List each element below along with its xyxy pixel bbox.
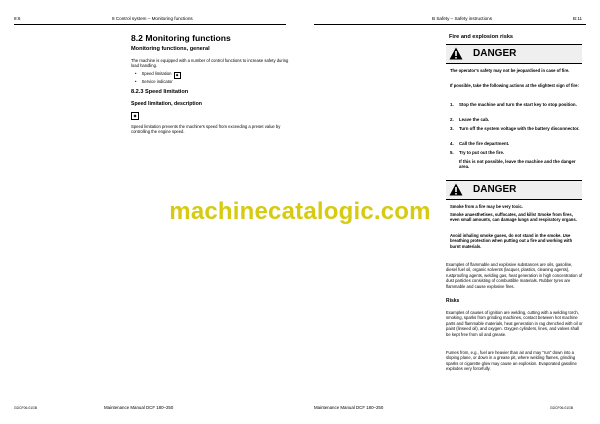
step-note: If this is not possible, leave the machine and the danger area. xyxy=(459,159,576,170)
left-footer-manual: Maintenance Manual DCF 180–250 xyxy=(104,405,174,410)
sub-sub-title: Speed limitation, description xyxy=(131,101,202,107)
step-number: 1. xyxy=(450,102,454,107)
subsection-number-title: 8.2.3 Speed limitation xyxy=(131,89,189,95)
flammables-paragraph: Examples of flammable and explosive substances are oils, gasoline, diesel fuel oil, organic solvents (lacquer, plastics, cleaning agents), rustproofing agents, welding gas, heat generation in high concentration of dust particles consisting of combustible materials. Rubber tyres are flammable and cause explosive fires. xyxy=(446,262,583,289)
intro-text: The machine is equipped with a number of control functions to increase safety during load handling. xyxy=(131,58,289,69)
danger-box-smoke xyxy=(446,180,582,249)
bullet-dot: • xyxy=(135,79,137,84)
danger-header xyxy=(446,44,582,64)
right-page-number: B:11 xyxy=(573,16,583,21)
fumes-paragraph: Fumes from, e.g., fuel are heavier than air and may "run" down into a sloping plane, or down in a grease pit, where welding flames, grinding sparks or cigarette glow may cause an explosion. Evaporated gasoline explodes very forcefully. xyxy=(446,350,577,372)
step-text: Leave the cab. xyxy=(459,117,490,122)
section-title: 8.2 Monitoring functions xyxy=(131,33,231,43)
watermark: machinecatalogic.com xyxy=(169,198,431,225)
bullet-service-indicator: • Service indicator xyxy=(135,79,173,84)
bullet-dot: • xyxy=(135,71,137,76)
right-footer-manual: Maintenance Manual DCF 180–250 xyxy=(314,405,384,410)
right-header-rule xyxy=(314,24,586,25)
right-running-header: B Safety – Safety instructions xyxy=(432,16,493,21)
fire-section-title: Fire and explosion risks xyxy=(449,34,514,40)
danger-label: DANGER xyxy=(473,48,517,59)
danger-line: The operator's safety may not be jeopardised in case of fire. xyxy=(450,68,570,73)
warning-triangle-icon xyxy=(449,183,463,196)
danger-line: Avoid inhaling smoke gases, do not stand in the smoke. Use breathing protection when putting out a fire and working with burnt materials. xyxy=(450,233,573,249)
ignition-paragraph: Examples of causes of ignition are welding, cutting with a welding torch, smoking, sparks from grinding machines, contact between hot machine parts and flammable materials, heat generation in rag drenched with oil or paint (linseed oil), and oxygen. Oxygen cylinders, lines, and valves shall be kept free from oil and grease. xyxy=(446,310,583,337)
warning-triangle-icon xyxy=(449,47,463,60)
step-number: 5. xyxy=(450,150,454,155)
danger-box-fire xyxy=(446,44,582,170)
danger-header xyxy=(446,180,582,200)
step-text: Turn off the system voltage with the battery disconnector. xyxy=(459,126,580,131)
step-number: 4. xyxy=(450,141,454,146)
step-text: Call the fire department. xyxy=(459,141,510,146)
speed-limit-symbol-icon: ◆ xyxy=(131,112,139,120)
bullet-speed-limitation: • Speed limitation ◆ xyxy=(135,71,181,79)
step-text: Try to put out the fire. xyxy=(459,150,505,155)
danger-label: DANGER xyxy=(473,184,517,195)
left-footer-code: GDCF06.01GB xyxy=(14,406,37,410)
danger-line: If possible, take the following actions at the slightest sign of fire: xyxy=(450,83,579,88)
danger-line: Smoke anaesthetises, suffocates, and kills! Smoke from fires, even small amounts, can damage lungs and respiratory organs. xyxy=(450,212,577,223)
left-page-number: 8:6 xyxy=(14,16,21,21)
step-text: Stop the machine and turn the start key to stop position. xyxy=(459,102,577,107)
step-number: 3. xyxy=(450,126,454,131)
subsection-title: Monitoring functions, general xyxy=(131,46,210,52)
left-running-header: 8 Control system – Monitoring functions xyxy=(112,16,193,21)
description-text: Speed limitation prevents the machine's speed from exceeding a preset value by controlling the engine speed. xyxy=(131,124,281,135)
step-number: 2. xyxy=(450,117,454,122)
left-header-rule xyxy=(14,24,286,25)
right-footer-code: GDCF06.01GB xyxy=(550,406,573,410)
speed-limitation-icon: ◆ xyxy=(174,72,181,79)
danger-line: Smoke from a fire may be very toxic. xyxy=(450,204,523,209)
risks-title: Risks xyxy=(446,298,460,304)
